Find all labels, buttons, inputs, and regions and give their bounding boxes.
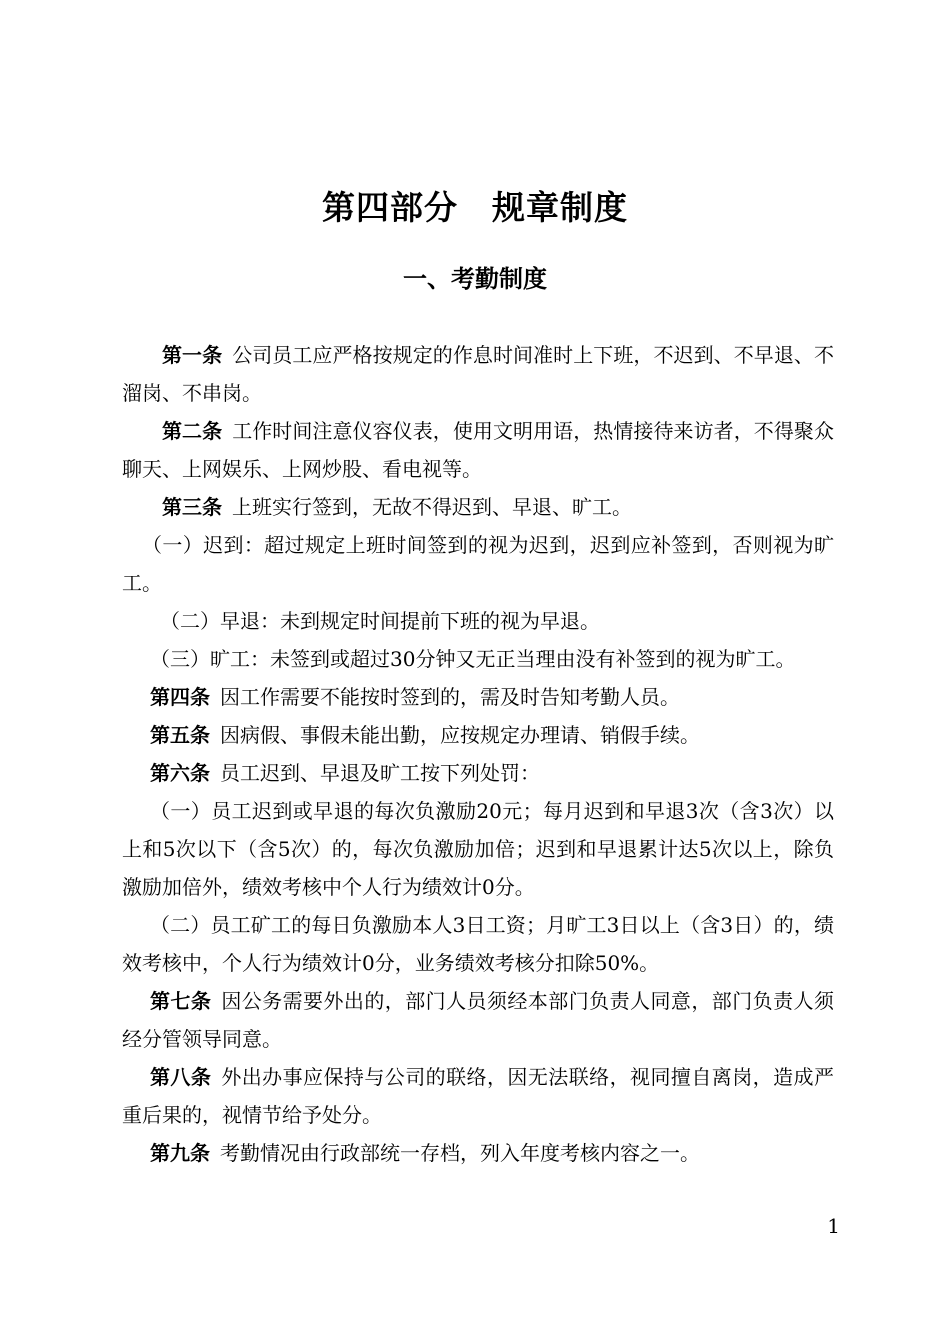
article-label: 第四条 bbox=[150, 685, 210, 709]
article-text: 公司员工应严格按规定的作息时间准时上下班，不迟到、不早退、不溜岗、不串岗。 bbox=[122, 343, 834, 405]
section-heading: 一、考勤制度 bbox=[403, 265, 547, 293]
article-4 bbox=[122, 678, 834, 716]
article-5 bbox=[122, 716, 834, 754]
page-number: 1 bbox=[827, 1214, 840, 1238]
article-7 bbox=[122, 982, 834, 1058]
article-9 bbox=[122, 1134, 834, 1172]
article-2 bbox=[122, 412, 834, 488]
article-label: 第七条 bbox=[150, 989, 212, 1013]
article-label: 第五条 bbox=[150, 723, 210, 747]
article-1 bbox=[122, 336, 834, 412]
clause-6-2: （二）员工矿工的每日负激励本人3日工资；月旷工3日以上（含3日）的，绩效考核中，个人行为绩效计0分，业务绩效考核分扣除50%。 bbox=[122, 913, 834, 975]
article-6 bbox=[122, 754, 834, 792]
article-label: 第二条 bbox=[162, 419, 223, 443]
document-body bbox=[122, 336, 834, 1172]
article-8 bbox=[122, 1058, 834, 1134]
article-text: 上班实行签到，无故不得迟到、早退、旷工。 bbox=[232, 495, 632, 519]
article-label: 第一条 bbox=[162, 343, 223, 367]
page-title: 第四部分 规章制度 bbox=[322, 188, 628, 227]
article-text: 员工迟到、早退及旷工按下列处罚： bbox=[220, 761, 540, 785]
article-label: 第八条 bbox=[150, 1065, 212, 1089]
article-text: 因公务需要外出的，部门人员须经本部门负责人同意，部门负责人须经分管领导同意。 bbox=[122, 989, 834, 1051]
article-text: 工作时间注意仪容仪表，使用文明用语，热情接待来访者，不得聚众聊天、上网娱乐、上网炒股、看电视等。 bbox=[122, 419, 834, 481]
article-text: 考勤情况由行政部统一存档，列入年度考核内容之一。 bbox=[220, 1141, 700, 1165]
clause-6-1: （一）员工迟到或早退的每次负激励20元；每月迟到和早退3次（含3次）以上和5次以下（含5次）的，每次负激励加倍；迟到和早退累计达5次以上，除负激励加倍外，绩效考核中个人行为绩效计0分。 bbox=[122, 799, 834, 899]
article-label: 第三条 bbox=[162, 495, 222, 519]
article-text: 外出办事应保持与公司的联络，因无法联络，视同擅自离岗，造成严重后果的，视情节给予处分。 bbox=[122, 1065, 834, 1127]
clause-3-3: （三）旷工：未签到或超过30分钟又无正当理由没有补签到的视为旷工。 bbox=[150, 647, 796, 671]
article-label: 第九条 bbox=[150, 1141, 210, 1165]
clause-3-2: （二）早退：未到规定时间提前下班的视为早退。 bbox=[160, 609, 600, 633]
article-text: 因工作需要不能按时签到的，需及时告知考勤人员。 bbox=[220, 685, 680, 709]
article-3 bbox=[122, 488, 834, 526]
article-text: 因病假、事假未能出勤，应按规定办理请、销假手续。 bbox=[220, 723, 700, 747]
clause-3-1: （一）迟到：超过规定上班时间签到的视为迟到，迟到应补签到，否则视为旷工。 bbox=[122, 533, 834, 595]
article-label: 第六条 bbox=[150, 761, 210, 785]
